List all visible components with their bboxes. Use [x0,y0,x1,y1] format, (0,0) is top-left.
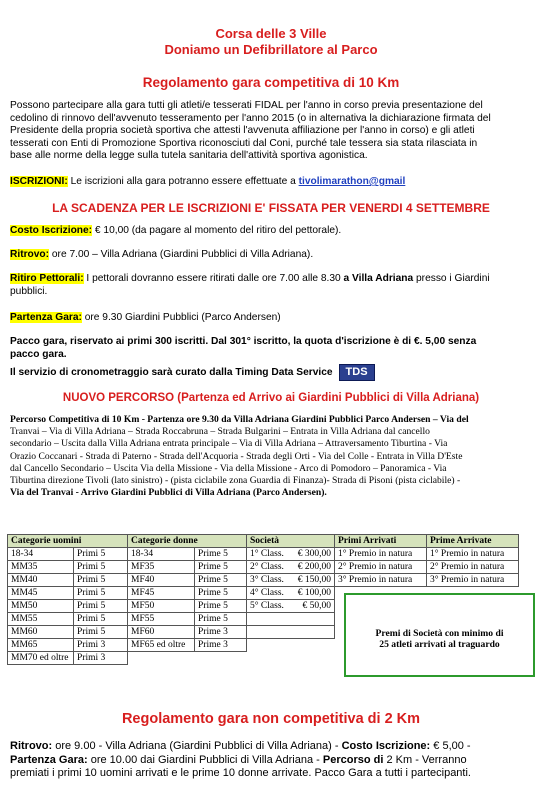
percorso-line: Via del Tranvai - Arrivo Giardini Pubblici di Villa Adriana (Parco Andersen). [10,487,327,499]
nc-partenza-text: ore 10.00 dai Giardini Pubblici di Villa Adriana - [87,753,323,766]
cell-cat-uomini: MM35 [8,561,74,574]
intro-line: Presidente della propria società sportiva che attesti l'avvenuta affiliazione per l'anno in corso) e gli atleti [10,125,475,137]
cell-prime: Prime 5 [195,587,247,600]
ritrovo-text: ore 7.00 – Villa Adriana (Giardini Pubblici di Villa Adriana). [49,249,314,260]
cell-class: 2° Class. [247,561,291,574]
cell-primi: Primi 3 [74,639,128,652]
section2-title: Regolamento gara non competitiva di 2 Km [121,711,421,727]
cell-empty [247,613,335,626]
percorso-line: Tiburtina direzione Tivoli (lato sinistro) - (pista ciclabile zona Guardia di Finanza)- Strada di Pisoni (pista ciclabile) - [10,475,461,487]
cell-prime: Prime 5 [195,561,247,574]
note-line-2: 25 atleti arrivati al traguardo [379,639,500,650]
partenza-line [10,312,281,325]
cell-amount: € 100,00 [291,587,335,600]
cell-cat-donne: MF35 [128,561,195,574]
costo-line [10,225,341,238]
cell-premio-donne: 1° Premio in natura [427,548,519,561]
cell-premio-donne: 2° Premio in natura [427,561,519,574]
ritrovo-line [10,249,313,262]
cell-cat-uomini: MM45 [8,587,74,600]
societa-prize-note [346,628,533,650]
cell-primi: Primi 3 [74,652,128,665]
ritiro-text: I pettorali dovranno essere ritirati dalle ore 7.00 alle 8.30 [83,273,344,284]
cell-cat-donne: 18-34 [128,548,195,561]
ritiro-line [10,273,536,298]
deadline-notice: LA SCADENZA PER LE ISCRIZIONI E' FISSATA PER VENERDI 4 SETTEMBRE [52,201,490,215]
iscrizioni-line [10,176,536,189]
cell-primi: Primi 5 [74,574,128,587]
iscrizioni-label: ISCRIZIONI: [10,176,68,187]
cell-cat-uomini: MM40 [8,574,74,587]
header-categorie-uomini: Categorie uomini [8,535,128,548]
title-line-2: Doniamo un Defibrillatore al Parco [164,42,378,57]
section1-title: Regolamento gara competitiva di 10 Km [142,75,400,90]
table-row [8,574,519,587]
intro-line: base alle norme della legge sulla tutela sanitaria dell'attività sportiva agonistica. [10,150,368,162]
header-societa: Società [247,535,335,548]
cell-primi: Primi 5 [74,613,128,626]
cell-prime: Prime 3 [195,639,247,652]
percorso-paragraph [10,414,536,499]
cell-cat-donne: MF55 [128,613,195,626]
timing-line [10,364,375,381]
cell-cat-donne: MF65 ed oltre [128,639,195,652]
cell-primi: Primi 5 [74,548,128,561]
percorso-line: Tranvai – Via di Villa Adriana – Strada Roccabruna – Strada Bulgarini – Entrata in Villa Adriana dal cancello [10,426,430,438]
iscrizioni-text: Le iscrizioni alla gara potranno essere effettuate a [67,176,299,187]
ritrovo-label: Ritrovo: [10,249,50,260]
costo-text: € 10,00 (da pagare al momento del ritiro del pettorale). [92,225,342,236]
cell-primi: Primi 5 [74,587,128,600]
cell-primi: Primi 5 [74,626,128,639]
cell-prime: Prime 5 [195,548,247,561]
cell-amount: € 50,00 [291,600,335,613]
iscrizioni-email-link[interactable]: tivolimarathon@gmail [298,176,406,187]
tds-logo: TDS [339,364,375,381]
intro-line: tesserati con Enti di Promozione Sportiva riconosciuti dal Coni, purché tale tessera sia stata rilasciata in [10,137,478,149]
cell-premio-uomini: 3° Premio in natura [335,574,427,587]
cell-class: 4° Class. [247,587,291,600]
non-competitive-paragraph [10,740,538,781]
nc-line-3: premiati i primi 10 uomini arrivati e le prime 10 donne arrivate. Pacco Gara a tutti i partecipanti. [10,767,471,779]
title-line-1: Corsa delle 3 Ville [215,26,327,41]
societa-prize-note-box [344,593,535,677]
ritiro-line-2: pubblici. [10,285,48,297]
costo-label: Costo Iscrizione: [10,225,93,236]
nc-percorso-text: 2 Km - Verranno [383,753,467,766]
percorso-line: Percorso Competitiva di 10 Km - Partenza ore 9.30 da Villa Adriana Giardini Pubblici Parco Andersen – Via del [10,414,469,425]
cell-premio-uomini: 1° Premio in natura [335,548,427,561]
percorso-line: Orazio Coccanari - Strada di Paterno - Strada dell'Acquoria - Strada degli Orti - Via del Colle - Entrata in Villa D'Este [10,450,463,462]
cell-premio-uomini: 2° Premio in natura [335,561,427,574]
percorso-line: secondario – Uscita dalla Villa Adriana entrata principale – Via di Villa Adriana – Attraversamento Tiburtina - Via [10,438,448,450]
pacco-line: Pacco gara, riservato ai primi 300 iscritti. Dal 301° iscritto, la quota d'iscrizione è di €. 5,00 senza [10,336,477,347]
cell-primi: Primi 5 [74,561,128,574]
cell-amount: € 200,00 [291,561,335,574]
ritiro-text-end: presso i Giardini [413,273,490,284]
partenza-label: Partenza Gara: [10,312,82,323]
cell-cat-donne: MF40 [128,574,195,587]
cell-cat-uomini: 18-34 [8,548,74,561]
cell-empty [247,639,335,652]
cell-prime: Prime 5 [195,574,247,587]
nc-percorso-label: Percorso di [322,753,384,766]
cell-cat-donne: MF45 [128,587,195,600]
partenza-text: ore 9.30 Giardini Pubblici (Parco Andersen) [81,312,281,323]
cell-cat-uomini: MM70 ed oltre [8,652,74,665]
pacco-gara-paragraph [10,336,536,361]
nc-ritrovo-label: Ritrovo: [10,740,53,752]
percorso-line: dal Cancello Secondario – Uscita Via della Missione - Via della Missione - Arco di Pomodoro – Panoramica - Via [10,462,447,474]
timing-text: Il servizio di cronometraggio sarà curato dalla Timing Data Service [10,367,333,379]
intro-line: cedolino di rinnovo dell'avvenuto tesseramento per l'anno 2015 (o in alternativa la dichiarazione firmata del [10,112,491,124]
cell-amount: € 150,00 [291,574,335,587]
cell-cat-donne: MF50 [128,600,195,613]
nc-costo-label: Costo Iscrizione: [341,740,431,752]
cell-empty [247,626,335,639]
header-prime-arrivate: Prime Arrivate [427,535,519,548]
table-row [8,561,519,574]
header-categorie-donne: Categorie donne [128,535,247,548]
cell-cat-uomini: MM60 [8,626,74,639]
nc-partenza-label: Partenza Gara: [10,753,88,766]
nc-costo-text: € 5,00 - [430,740,471,752]
intro-line: Possono partecipare alla gara tutti gli atleti/e tesserati FIDAL per l'anno in corso previa presentazione del [10,100,483,111]
cell-prime: Prime 3 [195,626,247,639]
intro-paragraph [10,100,536,163]
cell-cat-uomini: MM55 [8,613,74,626]
cell-class: 5° Class. [247,600,291,613]
ritiro-location: a Villa Adriana [343,273,414,284]
cell-primi: Primi 5 [74,600,128,613]
table-row [8,548,519,561]
cell-premio-donne: 3° Premio in natura [427,574,519,587]
cell-amount: € 300,00 [291,548,335,561]
cell-cat-uomini: MM50 [8,600,74,613]
ritiro-label: Ritiro Pettorali: [10,273,84,284]
header-primi-arrivati: Primi Arrivati [335,535,427,548]
cell-cat-uomini: MM65 [8,639,74,652]
cell-class: 1° Class. [247,548,291,561]
cell-empty [128,652,335,665]
cell-cat-donne: MF60 [128,626,195,639]
nuovo-percorso-title: NUOVO PERCORSO (Partenza ed Arrivo ai Giardini Pubblici di Villa Adriana) [62,392,480,404]
nc-ritrovo-text: ore 9.00 - Villa Adriana (Giardini Pubblici di Villa Adriana) - [52,740,342,752]
cell-prime: Prime 5 [195,600,247,613]
cell-class: 3° Class. [247,574,291,587]
pacco-line: pacco gara. [10,348,67,360]
note-line-1: Premi di Società con minimo di [375,628,504,639]
table-header-row [8,535,519,548]
cell-prime: Prime 5 [195,613,247,626]
